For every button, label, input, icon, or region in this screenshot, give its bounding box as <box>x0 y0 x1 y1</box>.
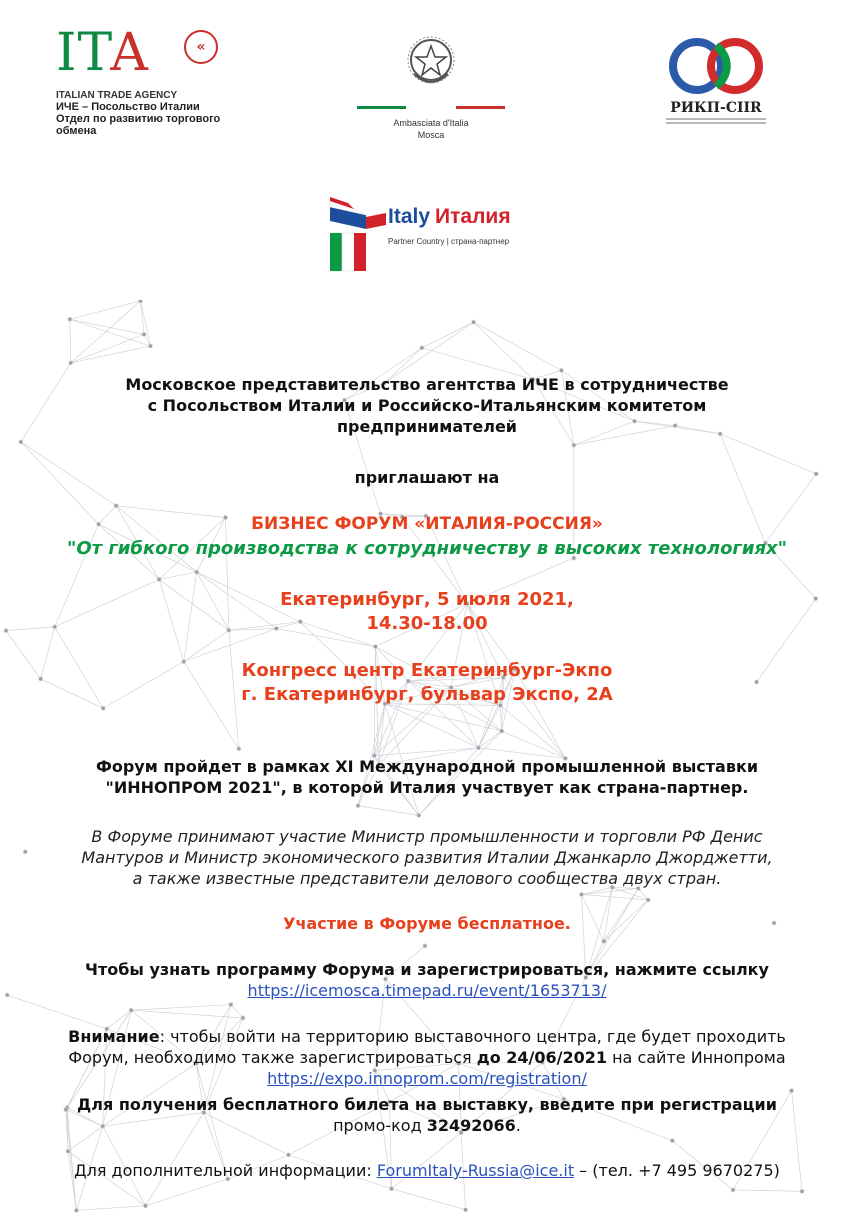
forum-time: 14.30-18.00 <box>366 613 488 634</box>
network-node <box>472 320 476 324</box>
network-node <box>74 1208 78 1212</box>
ita-line-2: Отдел по развитию торгового обмена <box>56 113 221 137</box>
ticket-text: Для получения бесплатного билета на выставку, введите при регистрации <box>77 1095 777 1114</box>
network-node <box>800 1189 804 1193</box>
network-node <box>19 440 23 444</box>
network-node <box>69 361 73 365</box>
expo-registration-link[interactable]: https://expo.innoprom.com/registration/ <box>267 1069 587 1088</box>
network-line <box>474 322 562 370</box>
attention-label: Внимание <box>68 1027 160 1046</box>
promo-line <box>0 1115 854 1136</box>
invite-line-1: Московское представительство агентства ИЧЕ в сотрудничестве <box>125 375 729 394</box>
network-node <box>731 1188 735 1192</box>
network-node <box>389 1187 393 1191</box>
partner-italy: Italy <box>388 205 431 228</box>
ita-agency-name: ITALIAN TRADE AGENCY <box>56 90 178 101</box>
network-line <box>159 572 197 579</box>
invite-block <box>0 374 854 437</box>
ministers-line-1: В Форуме принимают участие Министр промышленности и торговли РФ Денис <box>91 827 763 846</box>
network-node <box>417 813 421 817</box>
attention-line-1 <box>0 1026 854 1047</box>
innoprom-block <box>0 756 854 798</box>
register-text: Чтобы узнать программу Форума и зарегистрироваться, нажмите ссылку <box>85 960 769 979</box>
register-link-row <box>0 980 854 1001</box>
partner-subtitle: Partner Country | страна-партнер <box>388 237 510 246</box>
ministers-block <box>0 826 854 889</box>
innoprom-line-2: "ИННОПРОМ 2021", в которой Италия участвует как страна-партнер. <box>105 778 749 797</box>
forum-title: БИЗНЕС ФОРУМ «ИТАЛИЯ-РОССИЯ» <box>251 514 603 534</box>
contact-line <box>0 1160 854 1181</box>
network-line <box>358 806 419 816</box>
network-node <box>148 344 152 348</box>
network-node <box>241 1016 245 1020</box>
network-line <box>374 748 478 756</box>
network-node <box>142 332 146 336</box>
network-line <box>500 705 501 731</box>
flag-ribbon-icon <box>326 195 386 273</box>
network-line <box>479 731 502 748</box>
network-node <box>477 746 481 750</box>
network-node <box>559 368 563 372</box>
network-line <box>385 704 502 731</box>
network-line <box>131 1010 243 1018</box>
network-node <box>68 317 72 321</box>
invite-line-3: предпринимателей <box>336 417 518 436</box>
network-node <box>420 346 424 350</box>
forum-venue: Конгресс центр Екатеринбург-Экпо <box>241 660 613 681</box>
network-line <box>385 704 479 748</box>
partner-italia-ru: Италия <box>435 205 511 228</box>
ita-arrow-icon: « <box>184 30 218 64</box>
network-line <box>231 1005 243 1018</box>
network-node <box>646 898 650 902</box>
forum-address: г. Екатеринбург, бульвар Экспо, 2А <box>241 684 613 705</box>
network-node <box>790 1089 794 1093</box>
network-line <box>582 894 649 899</box>
italy-partner-logo <box>326 195 566 275</box>
ita-logo-letters: ITA <box>56 23 149 83</box>
network-node <box>463 1208 467 1212</box>
contact-label: Для дополнительной информации: <box>74 1161 377 1180</box>
network-line <box>500 705 565 758</box>
network-node <box>129 1008 133 1012</box>
partner-title <box>388 205 511 229</box>
innoprom-line-1: Форум пройдет в рамках XI Международной промышленной выставки <box>95 757 759 776</box>
network-node <box>66 1149 70 1153</box>
network-node <box>139 300 143 303</box>
ministers-line-2: Мантуров и Министр экономического развития Италии Джанкарло Джорджетти, <box>81 848 773 867</box>
ministers-line-3: а также известные представители делового сообщества двух стран. <box>132 869 722 888</box>
network-line <box>733 1190 802 1191</box>
forum-date: Екатеринбург, 5 июля 2021, <box>280 589 574 610</box>
rikp-name: РИКП-CIIR <box>670 100 762 116</box>
free-participation: Участие в Форуме бесплатное. <box>283 914 571 933</box>
network-line <box>146 1179 228 1206</box>
network-line <box>422 322 474 348</box>
contact-email-link[interactable]: ForumItaly-Russia@ice.it <box>376 1161 575 1180</box>
embassy-logo <box>356 34 506 141</box>
contact-phone: – (тел. +7 495 9670275) <box>574 1161 780 1180</box>
rings-icon <box>663 34 769 94</box>
attention-text-2a: Форум, необходимо также зарегистрироваться <box>68 1048 477 1067</box>
network-line <box>70 319 144 334</box>
network-node <box>195 570 199 574</box>
network-line <box>70 319 71 363</box>
network-node <box>144 1204 148 1208</box>
network-node <box>572 443 576 447</box>
network-node <box>229 1003 233 1007</box>
attention-deadline: до 24/06/2021 <box>476 1048 607 1067</box>
network-line <box>131 1005 231 1011</box>
rikp-subtitle <box>660 118 772 124</box>
rikp-logo <box>660 34 772 126</box>
expo-link-row <box>0 1068 854 1089</box>
network-line <box>71 346 151 363</box>
network-line <box>141 301 144 335</box>
promo-code: 32492066 <box>426 1116 516 1135</box>
attention-text-1: : чтобы войти на территорию выставочного центра, где будет проходить <box>159 1027 786 1046</box>
forum-subtitle: "От гибкого производства к сотрудничеству в высоких технологиях" <box>67 538 787 559</box>
network-line <box>391 1189 465 1210</box>
ita-logo <box>56 23 256 137</box>
forum-datetime <box>0 588 854 636</box>
network-node <box>580 892 584 896</box>
forum-location <box>0 659 854 707</box>
network-node <box>237 747 241 751</box>
network-node <box>157 577 161 581</box>
network-node <box>373 645 377 649</box>
embassy-line-1: Ambasciata d'Italia <box>393 118 469 128</box>
tricolor-bar <box>357 106 505 109</box>
attention-line-2 <box>0 1047 854 1068</box>
network-node <box>500 729 504 733</box>
network-line <box>141 301 151 346</box>
network-line <box>70 319 151 346</box>
attention-text-2c: на сайте Иннопрома <box>607 1048 786 1067</box>
network-node <box>670 1139 674 1143</box>
network-node <box>602 939 606 943</box>
network-line <box>76 1206 145 1211</box>
network-node <box>114 504 118 508</box>
promo-end: . <box>515 1116 521 1135</box>
ita-line-1: ИЧЕ – Посольство Италии <box>56 101 200 113</box>
network-node <box>286 1153 290 1157</box>
invite-text: приглашают на <box>354 468 500 487</box>
emblem-icon <box>406 34 456 92</box>
register-link[interactable]: https://icemosca.timepad.ru/event/1653713/ <box>247 981 607 1000</box>
promo-label: промо-код <box>333 1116 427 1135</box>
network-node <box>356 804 360 808</box>
network-line <box>71 334 144 362</box>
embassy-line-2: Mosca <box>417 130 445 140</box>
network-node <box>423 944 427 948</box>
invite-line-2: с Посольством Италии и Российско-Итальянским комитетом <box>147 396 707 415</box>
